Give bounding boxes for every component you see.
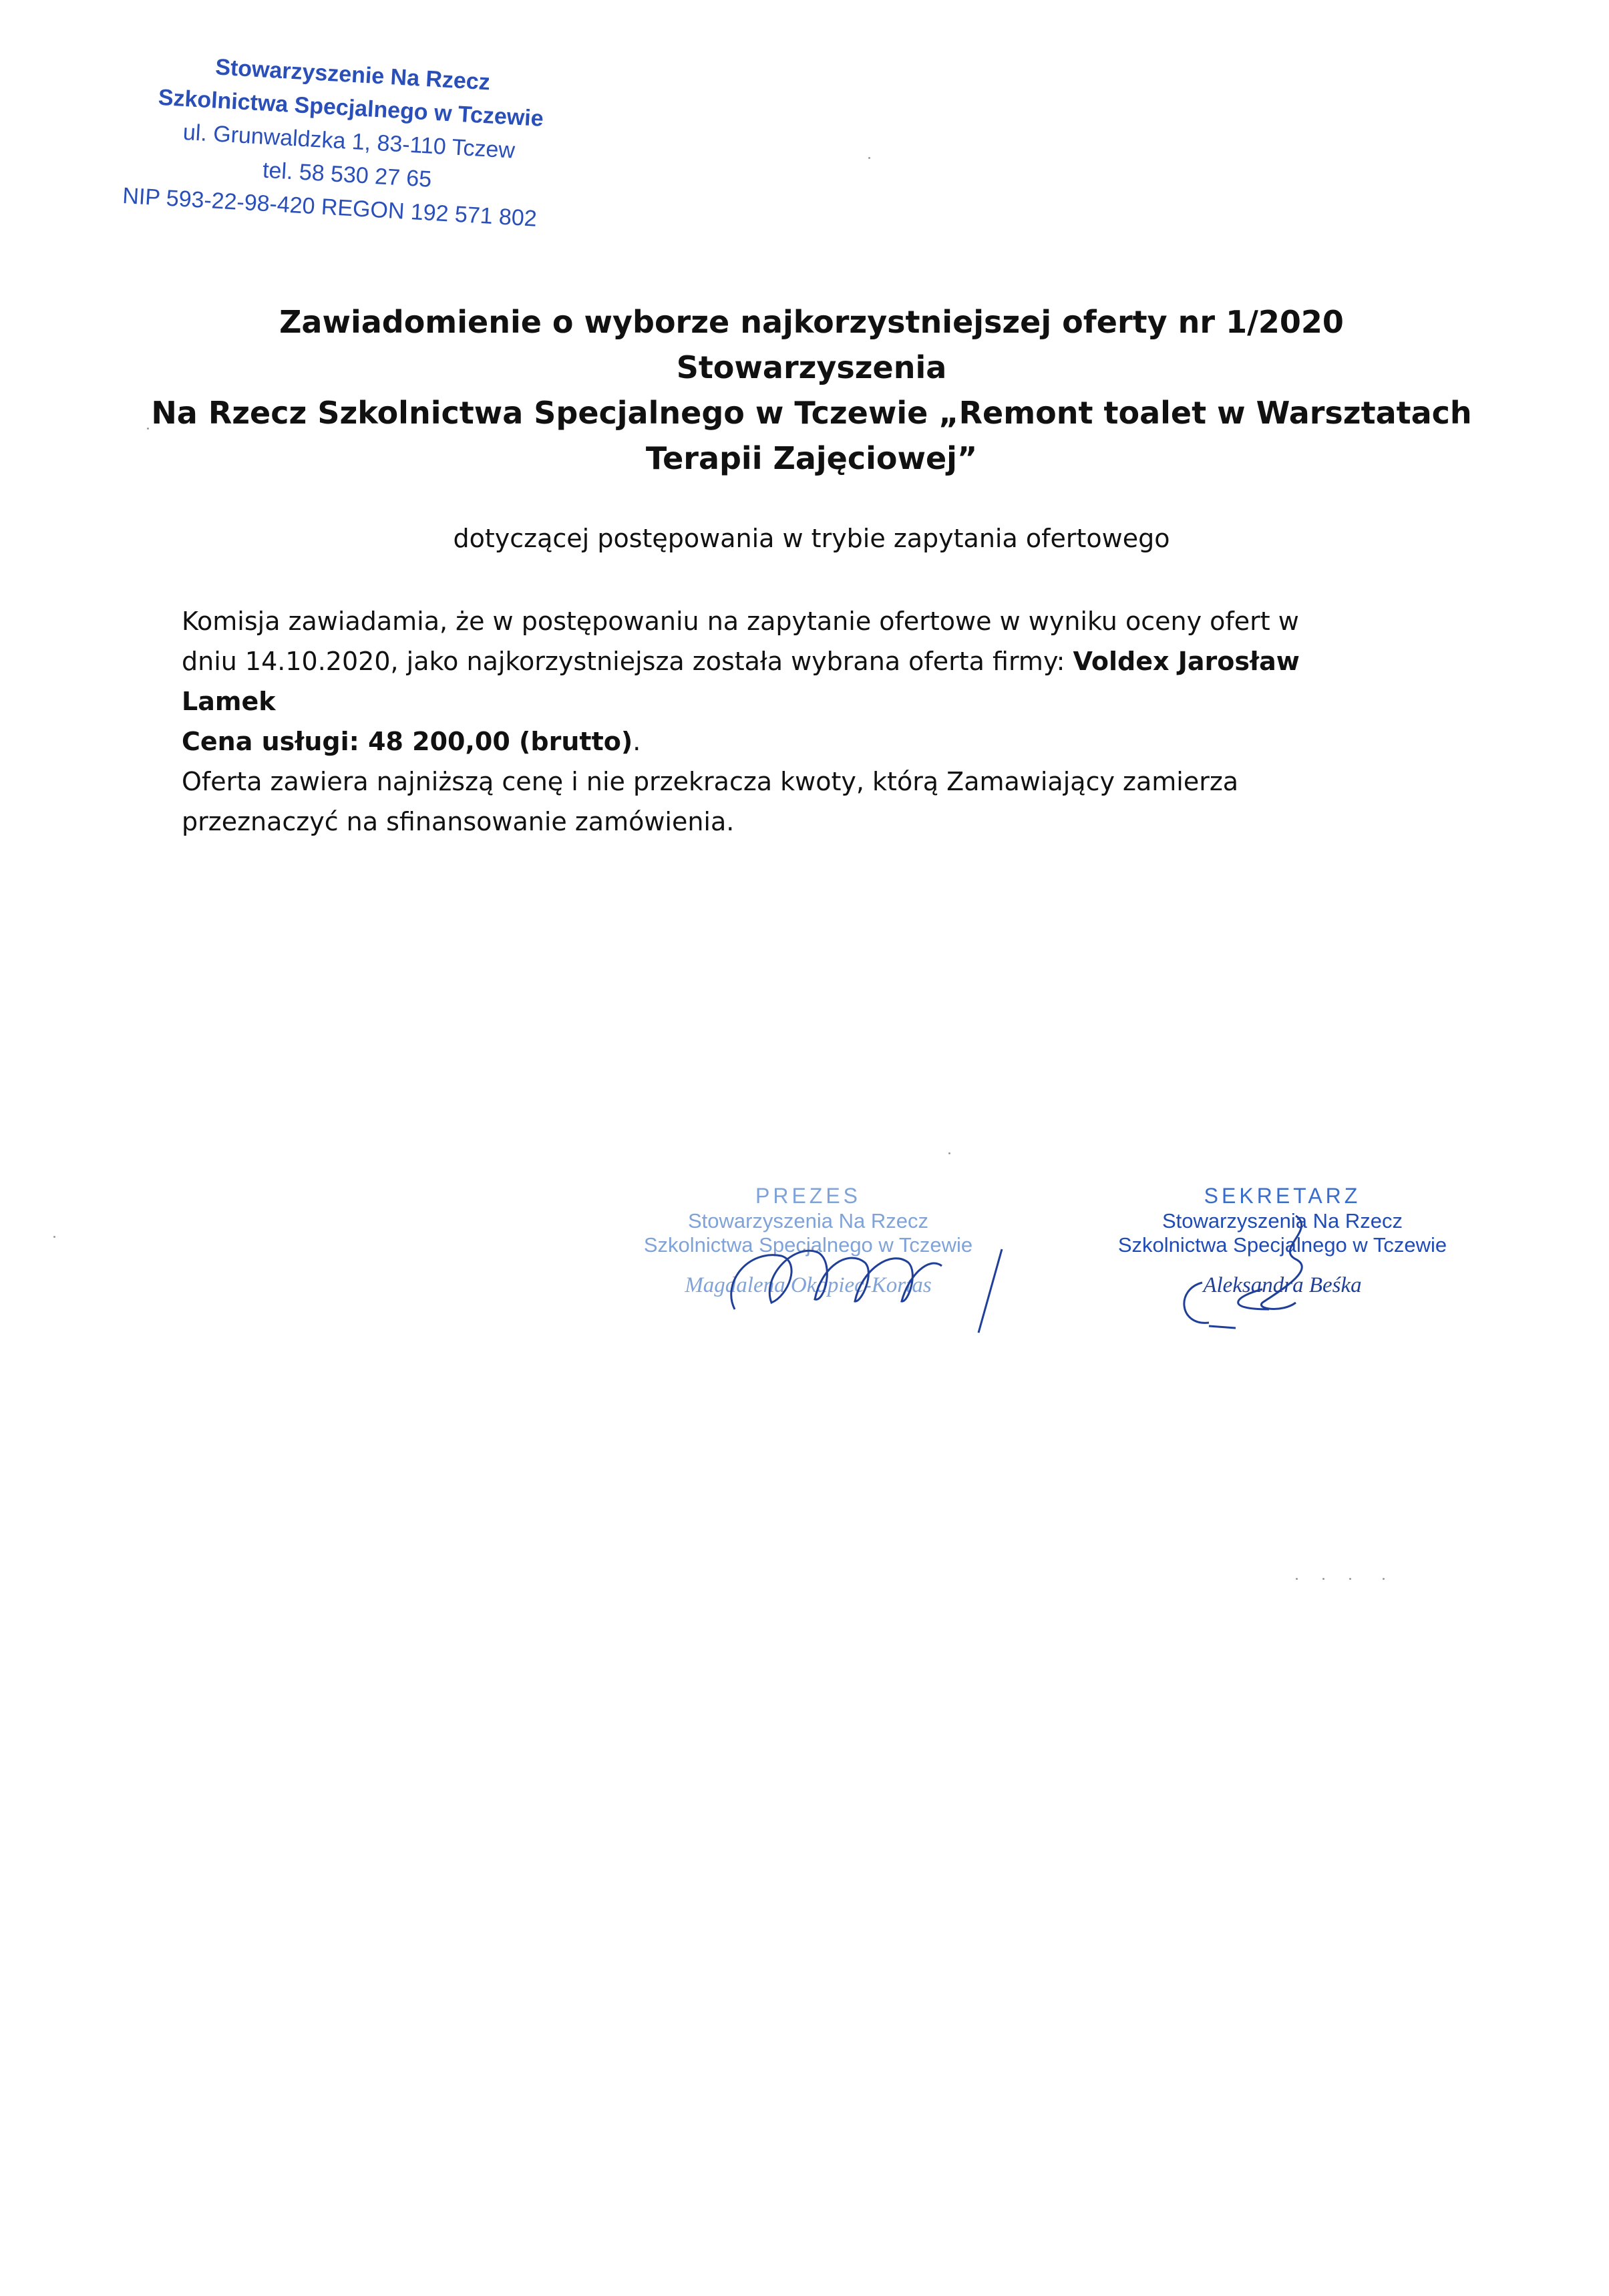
scan-speck: [1383, 1578, 1385, 1580]
price-suffix: .: [633, 727, 641, 756]
title-line-2: Na Rzecz Szkolnictwa Specjalnego w Tczewie „Remont toalet w Warsztatach: [151, 395, 1472, 431]
title-line-1: Zawiadomienie o wyborze najkorzystniejszej oferty nr 1/2020 Stowarzyszenia: [279, 304, 1344, 385]
scan-speck: [868, 157, 870, 159]
title-line-3: Terapii Zajęciowej”: [645, 440, 978, 476]
body-line-5: Oferta zawiera najniższą cenę i nie przekracza kwoty, którą Zamawiający zamierza: [182, 767, 1239, 796]
body-line-2: [182, 641, 1464, 681]
scan-speck: [1349, 1578, 1351, 1580]
scan-speck: [948, 1152, 950, 1154]
scan-speck: [147, 428, 149, 430]
price-value: Cena usługi: 48 200,00 (brutto): [182, 727, 633, 756]
stamp-line-nip-regon: NIP 593-22-98-420 REGON 192 571 802: [122, 183, 538, 232]
stamp-line-address: ul. Grunwaldzka 1, 83-110 Tczew: [182, 119, 516, 164]
scan-speck: [1322, 1578, 1324, 1580]
signature-stamp-prezes: [621, 1182, 995, 1298]
prezes-role: PREZES: [755, 1184, 862, 1208]
prezes-org-line-1: Stowarzyszenia Na Rzecz: [687, 1209, 929, 1233]
body-line-6: przeznaczyć na sfinansowanie zamówienia.: [182, 807, 735, 836]
stamp-line-org-name-2: Szkolnictwa Specjalnego w Tczewie: [157, 84, 544, 132]
document-title: [147, 299, 1476, 481]
scan-speck: [53, 1236, 55, 1238]
body-line-1: Komisja zawiadamia, że w postępowaniu na zapytanie ofertowe w wyniku oceny ofert w: [182, 607, 1299, 636]
company-name-continued: Lamek: [182, 687, 276, 716]
stamp-line-org-name: Stowarzyszenie Na Rzecz: [214, 54, 491, 96]
sekretarz-org-line-2: Szkolnictwa Specjalnego w Tczewie: [1117, 1233, 1447, 1257]
document-subtitle: dotyczącej postępowania w trybie zapytania ofertowego: [453, 524, 1170, 553]
signature-stamp-sekretarz: [1095, 1182, 1469, 1298]
organization-stamp: [118, 45, 580, 238]
prezes-org-line-2: Szkolnictwa Specjalnego w Tczewie: [643, 1233, 973, 1257]
sekretarz-role: SEKRETARZ: [1204, 1184, 1361, 1208]
body-line-2-text: dniu 14.10.2020, jako najkorzystniejsza została wybrana oferta firmy:: [182, 647, 1073, 676]
document-body: [182, 601, 1464, 842]
sekretarz-name: Aleksandra Beśka: [1203, 1273, 1362, 1297]
price-line: [182, 721, 1464, 762]
scan-speck: [1296, 1578, 1298, 1580]
sekretarz-org-line-1: Stowarzyszenia Na Rzecz: [1161, 1209, 1403, 1233]
prezes-name: Magdalena Okapiec-Kortas: [685, 1273, 932, 1297]
company-name: Voldex Jarosław: [1073, 647, 1300, 676]
stamp-line-phone: tel. 58 530 27 65: [262, 157, 433, 192]
